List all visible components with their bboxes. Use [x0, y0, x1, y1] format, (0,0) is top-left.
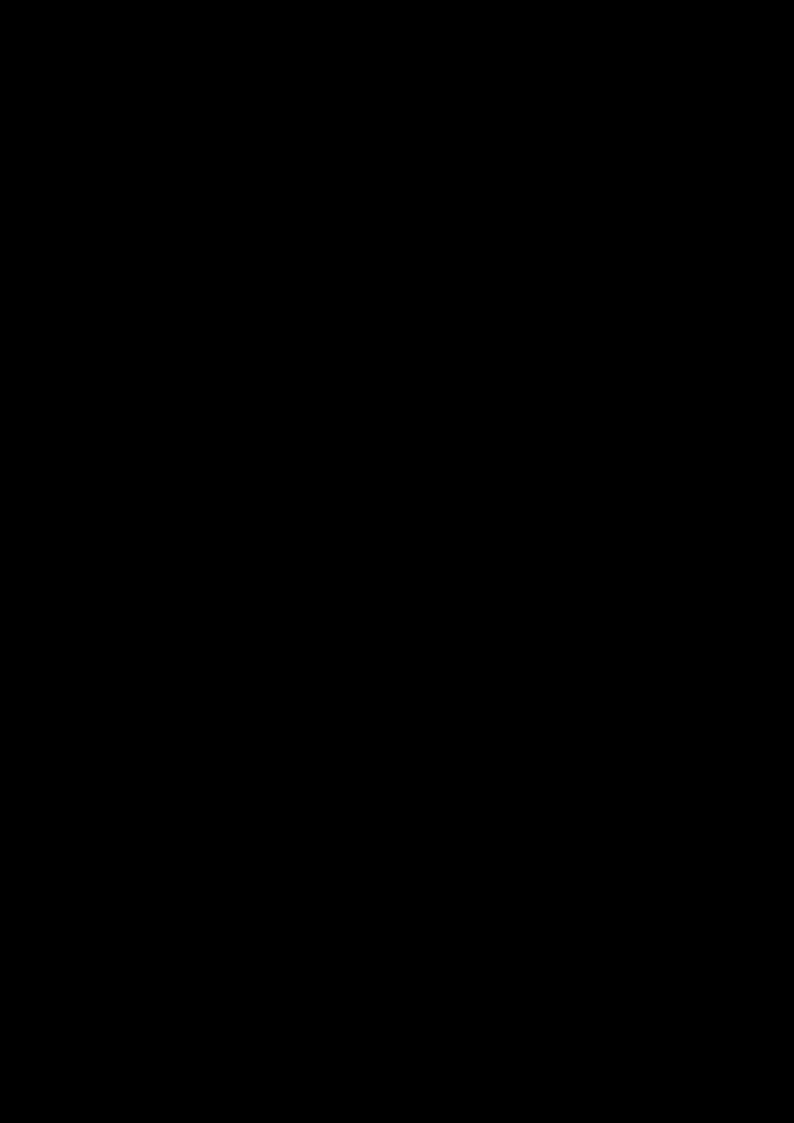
function-description: [66, 474, 726, 574]
distributor-label: Rozvaděč topného potrubí: [624, 272, 705, 292]
description-line: Po zatopení a zvýšení na provozní teplotu sepne termostat na výstupu kotle oběhové čerpadlo kotle, voda je tlačena přes: [66, 500, 556, 511]
zone-label-roof: Podstřeší: [100, 175, 173, 192]
description-line: brání cirkulaci do tepelného čerpadla.: [66, 521, 219, 532]
return-pipe-inner: [156, 232, 200, 392]
vent-top: [385, 200, 395, 217]
check-valve-label: Zpětná klapka kotle: [546, 338, 573, 364]
zone-label-boiler-room: Kotelna: [420, 173, 479, 190]
outputs-label: Výstupy: [642, 303, 678, 313]
drain-valves-label: Ventily k. kohoutem (rezerva pro výměnu kohoutů): [135, 415, 250, 433]
footer-date: 2.11.2009: [456, 1088, 496, 1098]
footer-title: Úprava a doplnění instalace topení pro připojení tepelného čerpadla - skutečné provedení.: [452, 993, 717, 1049]
return-pipe: [156, 238, 438, 402]
vent-top-label: Odvzdušnění automatické: [340, 177, 391, 195]
description-line: 1. Provoz na kotel Viadrus: [66, 490, 172, 501]
valve-filter-label: Ventil filtr oběhové čerpadlo TČ zpětná klapka TČ: [580, 216, 662, 251]
expander: [670, 406, 706, 420]
page-title: Skutečné provedení: [92, 102, 245, 119]
supply-pipe-inner: [156, 228, 372, 382]
boiler-pump-label: Oběhové čerpadlo kotle utěs.: [545, 407, 585, 433]
description-line: 2. Provoz na tepelné čerpadlo: [66, 532, 186, 543]
manometer-label: Manometr: [618, 419, 657, 428]
description-line: zpětnou klapku do kotle, kotel a do systému. Zpětná klapka za čerpadlem TČ, v přívodu teplé vody od tepelného čerpadla,: [66, 511, 558, 522]
manometer: [634, 401, 646, 413]
heat-pump-label: Tepelné čerpadlo xxxxx xxx (xxxx): [70, 279, 125, 324]
vent-boiler-label: Odvzdušnění automatické: [450, 225, 501, 243]
expander-label: Expanzomat: [664, 439, 712, 448]
description-line: Po startu TČ a zvýšení sepne elektronika tepelného čerpadla oběhové čerpadlo TČ a TČ vede z poklesu teplou vodu přes: [66, 542, 554, 553]
description-line: ventil a zpětnou klapku do systému. Zpětná klapka za čerpadlem kotle, na vstupu studené vody do kotle, brání cirkulaci: [66, 552, 549, 563]
vent-boiler: [525, 234, 537, 258]
returns-label: Zpátečky: [645, 355, 680, 364]
description-heading: Popis funkce:: [66, 474, 145, 488]
supply-pipe: [156, 217, 562, 372]
description-line: přes kotel.: [66, 563, 109, 574]
boiler-label: Kotel Viadrus: [445, 321, 493, 350]
boiler-flow-arrow-2: [478, 390, 525, 398]
